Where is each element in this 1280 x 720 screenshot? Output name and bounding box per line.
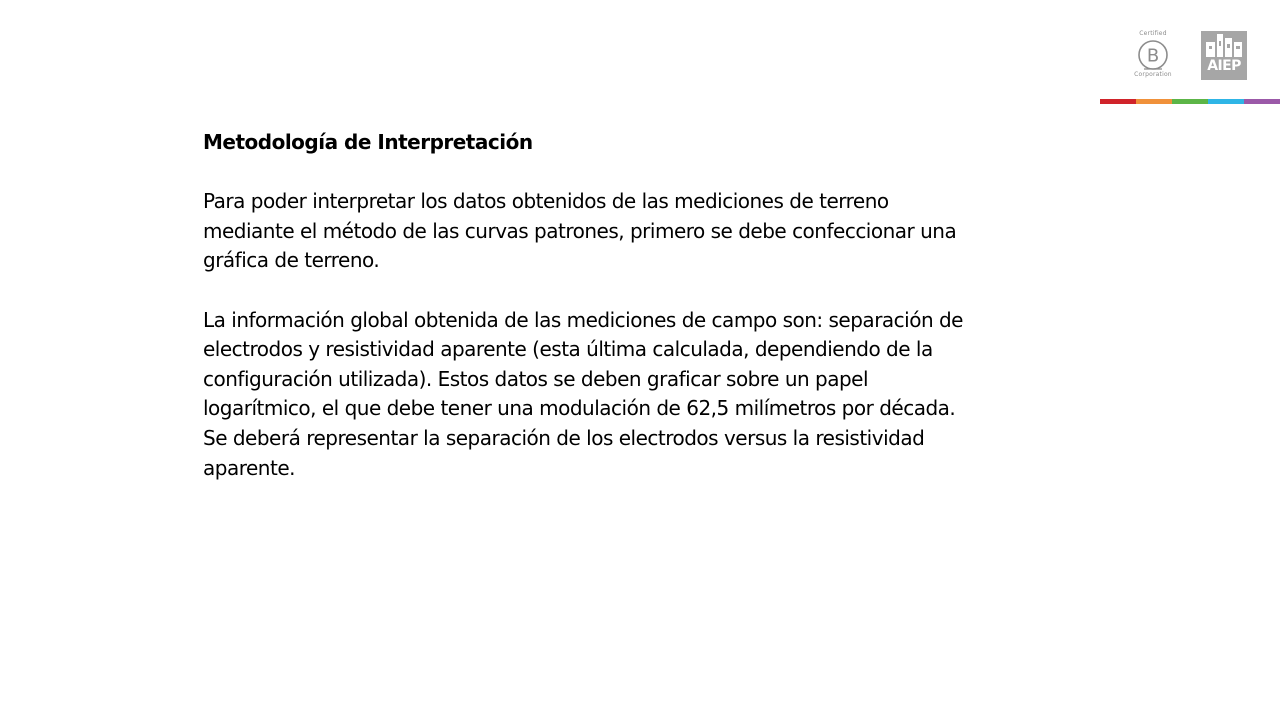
b-corp-certified-logo	[1134, 30, 1172, 80]
aiep-logo	[1201, 31, 1247, 80]
paragraph-line: configuración utilizada). Estos datos se deben graficar sobre un papel	[203, 366, 869, 391]
bcorp-bottom-text: Corporation	[1134, 71, 1172, 78]
color-bar-segment	[1136, 99, 1172, 104]
paragraph-line: logarítmico, el que debe tener una modulación de 62,5 milímetros por década.	[203, 396, 956, 421]
paragraph-line: gráfica de terreno.	[203, 248, 380, 273]
document-title: Metodología de Interpretación	[203, 130, 533, 154]
color-bar-segment	[1244, 99, 1280, 104]
paragraph-line: La información global obtenida de las mediciones de campo son: separación de	[203, 307, 963, 332]
aiep-wordmark: AIEP	[1207, 58, 1241, 74]
paragraph-line: electrodos y resistividad aparente (esta última calculada, dependiendo de la	[203, 337, 933, 362]
spacer	[203, 158, 1063, 188]
color-bar-segment	[1208, 99, 1244, 104]
paragraph-line: Se deberá representar la separación de los electrodos versus la resistividad	[203, 425, 925, 450]
brand-color-bar	[1100, 99, 1280, 104]
b-corp-icon	[1137, 39, 1169, 71]
paragraph-line: mediante el método de las curvas patrones, primero se debe confeccionar una	[203, 218, 957, 243]
paragraph-1	[203, 187, 1063, 276]
bcorp-top-text: Certified	[1139, 30, 1167, 37]
slide-content	[203, 128, 1063, 483]
paragraph-line: Para poder interpretar los datos obtenidos de las mediciones de terreno	[203, 189, 889, 214]
color-bar-segment	[1172, 99, 1208, 104]
bcorp-letter: B	[1146, 45, 1160, 67]
paragraph-line: aparente.	[203, 455, 295, 480]
paragraph-2	[203, 306, 1063, 484]
color-bar-segment	[1100, 99, 1136, 104]
spacer	[203, 276, 1063, 306]
aiep-buildings-icon	[1201, 31, 1247, 57]
